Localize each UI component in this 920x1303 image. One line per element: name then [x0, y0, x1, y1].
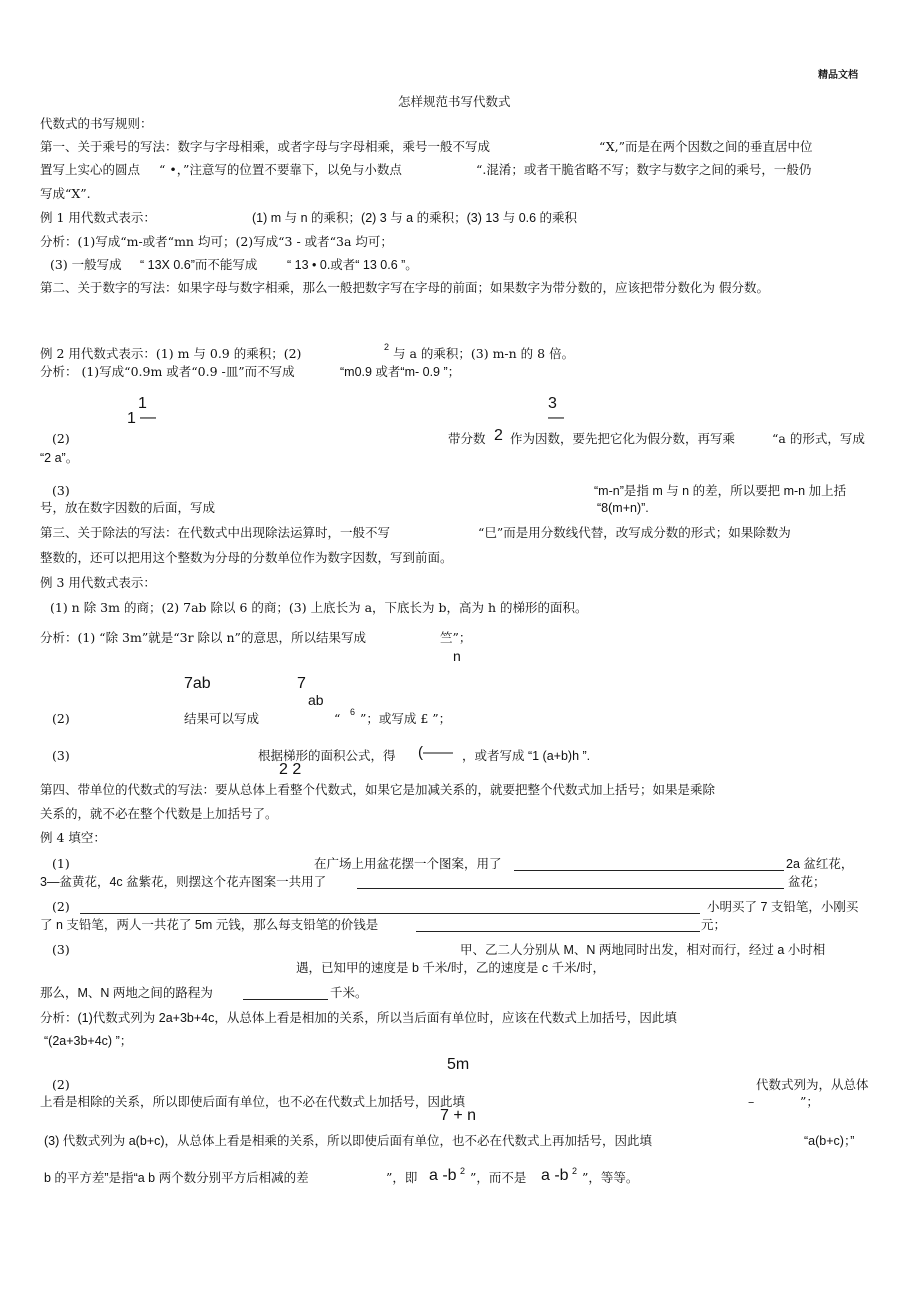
ex2-analysis-b: “m0.9 或者“m- 0.9 ”； — [340, 365, 461, 379]
s2-line1: 第二、关于数字的写法：如果字母与数字相乘，那么一般把数字写在字母的前面；如果数字为带分数的，应该把带分数化为 假分数。 — [40, 280, 769, 295]
ex4-q3-b: 遇，已知甲的速度是 b 千米/时，乙的速度是 c 千米/时， — [296, 961, 606, 975]
ex2-a3-cont: 号，放在数字因数的后面，写成 — [40, 500, 216, 515]
ex3-f-7ab: 7ab — [184, 675, 211, 692]
s1-line2b: “ •，”注意写的位置不要靠下，以免与小数点 — [159, 162, 402, 177]
ex4-q3-a: 甲、乙二人分别从 M、N 两地同时出发，相对而行，经过 a 小时相 — [460, 943, 826, 957]
ex4-an2-dash: – — [748, 1094, 755, 1109]
frac1-top: 1 — [138, 395, 147, 412]
ex2-a2-text-b: 作为因数，要先把它化为假分数，再写乘 — [510, 431, 736, 446]
rules-heading: 代数式的书写规则： — [40, 116, 153, 131]
ex4-q2-a: 小明买了 7 支铅笔，小刚买 — [707, 900, 859, 914]
last-line-sup2: 2 — [572, 1166, 578, 1176]
s4-line1: 第四、带单位的代数式的写法：要从总体上看整个代数式，如果它是加减关系的，就要把整个代数式加上括号；如果是乘除 — [40, 782, 716, 797]
ex4-q3-d: 千米。 — [330, 985, 368, 1000]
s3-line2: 整数的，还可以把用这个整数为分母的分数单位作为数字因数，写到前面。 — [40, 550, 453, 565]
ex1-a3c: “ 13 • 0.或者“ 13 0.6 ”。 — [287, 258, 418, 272]
ex4-an2-frac-bottom: 7 + n — [440, 1107, 477, 1124]
s1-line3: 写成“X”. — [40, 186, 91, 201]
ex3-a3-num: (3) — [52, 748, 70, 763]
ex3-label: 例 3 用代数式表示： — [40, 575, 156, 590]
ex3-a2-six: 6 — [350, 707, 356, 717]
ex4-an2-frac-top: 5m — [447, 1056, 470, 1073]
frac3-top: 3 — [548, 395, 557, 412]
ex3-a3-rest: ，或者写成 “1 (a+b)h ”. — [462, 749, 591, 763]
s1-line1a: 第一、关于乘号的写法：数字与字母相乘，或者字母与字母相乘，乘号一般不写成 — [40, 139, 491, 154]
ex3-f-ab: ab — [308, 692, 324, 708]
ex2-analysis-a: 分析： (1)写成“0.9m 或者“0.9 -皿”而不写成 — [40, 364, 295, 379]
ex2-a3-text: “m-n”是指 m 与 n 的差，所以要把 m-n 加上括 — [594, 484, 847, 498]
last-line-f: ”，等等。 — [582, 1170, 639, 1185]
last-line-d: ”，而不是 — [470, 1170, 527, 1185]
last-line-b: ”，即 — [386, 1170, 418, 1185]
ex2-a2-num: (2) — [52, 431, 70, 446]
ex2-a3-result: “8(m+n)”. — [597, 501, 649, 515]
ex3-a1b: 竺”； — [440, 630, 472, 645]
frac3-dash: — — [548, 409, 564, 426]
ex4-q1-a: 在广场上用盆花摆一个图案，用了 — [314, 856, 502, 871]
ex2-a2-text-c: “a 的形式，写成 — [772, 431, 865, 446]
ex4-q1-d: 盆花； — [788, 874, 826, 889]
ex4-q2-num: (2) — [52, 899, 70, 914]
s4-line2: 关系的，就不必在整个代数是上加括号了。 — [40, 806, 278, 821]
s1-line1b: “X,”而是在两个因数之间的垂直居中位 — [599, 139, 813, 154]
ex4-analysis-3-value: “a(b+c)；” — [804, 1134, 855, 1148]
ex2-a2-two: 2 — [494, 427, 503, 444]
ex1-a3b: “ 13X 0.6”而不能写成 — [140, 258, 258, 272]
ex4-q2-b: 了 n 支铅笔，两人一共花了 5m 元钱，那么每支铅笔的价钱是 — [40, 918, 379, 932]
ex4-q1-blank-a[interactable] — [514, 870, 784, 871]
ex3-a3-text: 根据梯形的面积公式，得 — [258, 748, 396, 763]
ex3-a2-text: 结果可以写成 — [184, 711, 260, 726]
ex4-analysis-1: 分析：(1)代数式列为 2a+3b+4c，从总体上看是相加的关系，所以当后面有单位时，应该在代数式上加括号，因此填 — [40, 1011, 677, 1025]
ex4-q3-num: (3) — [52, 942, 70, 957]
ex3-a2-num: (2) — [52, 711, 70, 726]
s3-line1a: 第三、关于除法的写法：在代数式中出现除法运算时，一般不写 — [40, 525, 391, 540]
ex4-analysis-1-value: “(2a+3b+4c) ”； — [44, 1034, 133, 1048]
ex2-line-b: 与 a 的乘积；(3) m-n 的 8 倍。 — [393, 346, 575, 361]
ex3-a1-n: n — [453, 648, 461, 664]
last-line-c: a -b — [429, 1167, 457, 1184]
last-line-e: a -b — [541, 1167, 569, 1184]
s3-line1b: “巳”而是用分数线代替，改写成分数的形式；如果除数为 — [478, 525, 791, 540]
last-line-a: b 的平方差”是指“a b 两个数分别平方后相减的差 — [44, 1171, 309, 1185]
last-line-sup1: 2 — [460, 1166, 466, 1176]
ex1-analysis: 分析：(1)写成“m-或者“mn 均可；(2)写成“3 - 或者“3a 均可； — [40, 234, 393, 249]
ex4-analysis-3: (3) 代数式列为 a(b+c)，从总体上看是相乘的关系，所以即使后面有单位，也不必在代数式上再加括号，因此填 — [44, 1134, 653, 1148]
page-title: 怎样规范书写代数式 — [398, 94, 511, 109]
ex2-a2-text-a: 带分数 — [448, 431, 486, 446]
ex3-a3-22: 2 2 — [279, 761, 302, 778]
ex4-an2-a: 代数式列为，从总体 — [756, 1077, 869, 1092]
ex2-a2-cont: “2 a”。 — [40, 451, 79, 465]
ex3-items: (1) n 除 3m 的商；(2) 7ab 除以 6 的商；(3) 上底长为 a，下底长为 b，高为 h 的梯形的面积。 — [50, 600, 588, 615]
ex4-q1-c: 3—盆黄花，4c 盆紫花，则摆这个花卉图案一共用了 — [40, 875, 327, 889]
frac1-one: 1 — [127, 410, 136, 427]
ex4-q2-c: 元； — [701, 917, 727, 932]
ex2-line-a: 例 2 用代数式表示：(1) m 与 0.9 的乘积；(2) — [40, 346, 302, 361]
s1-line2c: “.混淆；或者干脆省略不写；数字与数字之间的乘号，一般仍 — [476, 162, 812, 177]
ex4-label: 例 4 填空： — [40, 830, 106, 845]
ex4-q1-b: 2a 盆红花， — [786, 857, 854, 871]
ex3-f-7: 7 — [297, 675, 306, 692]
ex4-q2-lead-line — [80, 913, 700, 914]
ex2-a3-num: (3) — [52, 483, 70, 498]
header-tag: 精品文档 — [818, 70, 858, 81]
ex1-a3a: (3) 一般写成 — [50, 257, 122, 272]
ex3-a2-rest: ”；或写成 £ ”； — [360, 711, 452, 726]
ex1-label: 例 1 用代数式表示： — [40, 210, 156, 225]
ex4-q3-blank[interactable] — [243, 999, 328, 1000]
ex3-a1a: 分析：(1) “除 3m”就是“3r 除以 n”的意思，所以结果写成 — [40, 630, 366, 645]
ex3-a3-paren: (—— — [418, 744, 453, 761]
s1-line2a: 置写上实心的圆点 — [40, 162, 141, 177]
ex1-items: (1) m 与 n 的乘积；(2) 3 与 a 的乘积；(3) 13 与 0.6 的乘积 — [252, 211, 578, 225]
ex4-an2-end: ”； — [800, 1094, 819, 1109]
ex2-sup: 2 — [384, 342, 390, 352]
ex4-an2-b: 上看是相除的关系，所以即使后面有单位，也不必在代数式上加括号，因此填 — [40, 1094, 466, 1109]
ex4-q1-blank-b[interactable] — [357, 888, 784, 889]
frac1-dash: — — [140, 409, 156, 426]
ex4-q1-num: (1) — [52, 856, 70, 871]
ex4-q3-c: 那么，M、N 两地之间的路程为 — [40, 986, 213, 1000]
ex4-q2-blank[interactable] — [416, 931, 700, 932]
ex3-a2-q1: “ — [334, 711, 341, 726]
ex4-an2-num: (2) — [52, 1077, 70, 1092]
